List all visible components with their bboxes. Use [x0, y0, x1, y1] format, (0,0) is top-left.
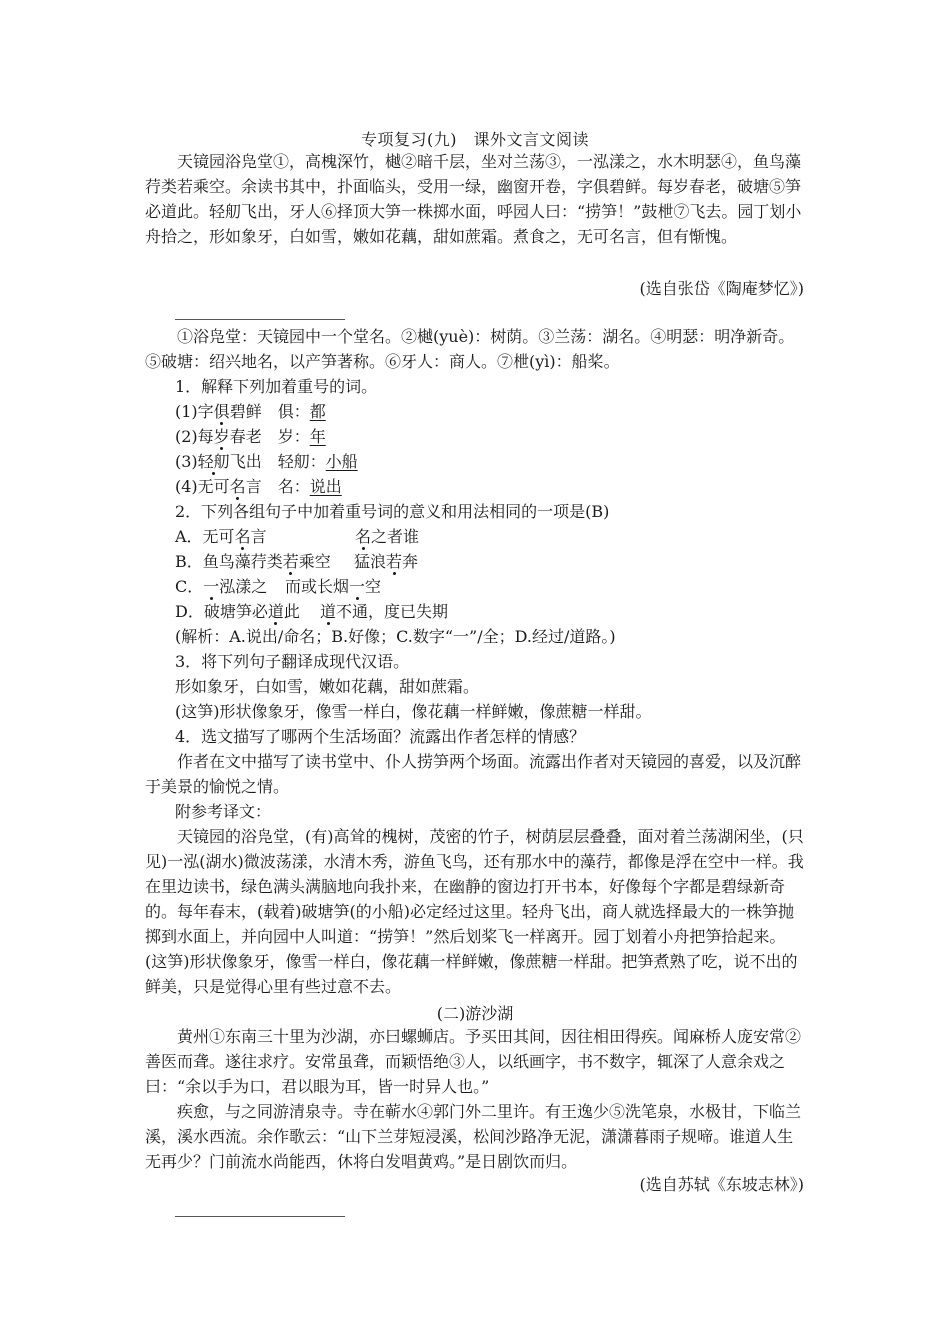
- answer-underlined: 年: [309, 427, 326, 446]
- question-2-option: A．无可名言 名之者谁: [175, 527, 420, 546]
- question-2-option: C．一泓漾之 而或长烟一空: [175, 577, 382, 596]
- emphasis-word: 俱: [213, 402, 230, 421]
- question-2-option: B．鱼鸟藻荇类若乘空 猛浪若奔: [175, 552, 419, 571]
- question-1-item: (3)轻舠飞出 轻舠：小船: [175, 452, 358, 471]
- question-1-item: (4)无可名言 名：说出: [175, 477, 342, 496]
- passage-2-para-2: 疾愈，与之同游清泉寺。寺在蕲水④郭门外二里许。有王逸少⑤洗笔泉，水极甘，下临兰溪，溪水西流。余作歌云：“山下兰芽短浸溪，松间沙路净无泥，潇潇暮雨子规啼。谁道人生无再少？门前流水尚能西，休将白发唱黄鸡。”是日剧饮而归。: [145, 1102, 802, 1171]
- question-3-sentence: 形如象牙，白如雪，嫩如花藕，甜如蔗霜。: [175, 677, 480, 696]
- question-3-answer: (这笋)形状像象牙，像雪一样白，像花藕一样鲜嫩，像蔗糖一样甜。: [175, 702, 652, 721]
- answer-underlined: 小船: [325, 452, 358, 471]
- question-1-stem: 1．解释下列加着重号的词。: [175, 377, 378, 396]
- passage-1: 天镜园浴凫堂①，高槐深竹，樾②暗千层，坐对兰荡③，一泓漾之，水木明瑟④，鱼鸟藻荇类若乘空。余读书其中，扑面临头，受用一绿，幽窗开卷，字俱碧鲜。每岁春老，破塘⑤笋必道此。轻舠飞出，牙人⑥择顶大笋一株掷水面，呼园人曰：“捞笋！”鼓枻⑦飞去。园丁划小舟拾之，形如象牙，白如雪，嫩如花藕，甜如蔗霜。煮食之，无可名言，但有惭愧。: [145, 152, 802, 246]
- question-2-stem: 2．下列各组句子中加着重号词的意义和用法相同的一项是(B): [175, 502, 610, 521]
- question-2-analysis: (解析：A.说出/命名；B.好像；C.数字“一”/全；D.经过/道路。): [175, 627, 616, 646]
- answer-underlined: 都: [309, 402, 326, 421]
- passage-2-source: (选自苏轼《东坡志林》): [639, 1175, 804, 1194]
- emphasis-word: 轻舠: [197, 452, 230, 471]
- question-1-item: (1)字俱碧鲜 俱：都: [175, 402, 326, 421]
- question-2-option: D．破塘笋必道此 道不通，度已失期: [175, 602, 449, 621]
- question-4-answer: 作者在文中描写了读书堂中、仆人捞笋两个场面。流露出作者对天镜园的喜爱，以及沉醉于美景的愉悦之情。: [145, 752, 802, 796]
- translation-label: 附参考译文：: [175, 802, 272, 821]
- translation-text: 天镜园的浴凫堂，(有)高耸的槐树，茂密的竹子，树荫层层叠叠，面对着兰荡湖闲坐，(只见)一泓(湖水)微波荡漾，水清木秀，游鱼飞鸟，还有那水中的藻荇，都像是浮在空中一样。我在里边读书，绿色满头满脑地向我扑来，在幽静的窗边打开书本，好像每个字都是碧绿新奇的。每年春末，(载着)破塘笋(的小船)必定经过这里。轻舟飞出，商人就选择最大的一株笋抛掷到水面上，并向园中人叫道：“捞笋！”然后划桨飞一样离开。园丁划着小舟把笋拾起来。(这笋)形状像象牙，像雪一样白，像花藕一样鲜嫩，像蔗糖一样甜。把笋煮熟了吃，说不出的鲜美，只是觉得心里有些过意不去。: [145, 827, 804, 996]
- footnotes-1: ①浴凫堂：天镜园中一个堂名。②樾(yuè)：树荫。③兰荡：湖名。④明瑟：明净新奇。⑤破塘：绍兴地名，以产笋著称。⑥牙人：商人。⑦枻(yì)：船桨。: [145, 327, 795, 371]
- page-title: 专项复习(九) 课外文言文阅读: [361, 130, 589, 149]
- passage-2-para-1: 黄州①东南三十里为沙湖，亦曰螺蛳店。予买田其间，因往相田得疾。闻麻桥人庞安常②善医而聋。遂往求疗。安常虽聋，而颖悟绝③人，以纸画字，书不数字，辄深了人意余戏之曰：“余以手为口，君以眼为耳，皆一时异人也。”: [145, 1027, 802, 1096]
- footnote-divider: [175, 319, 345, 320]
- passage-1-source: (选自张岱《陶庵梦忆》): [639, 279, 804, 298]
- footnote-divider-2: [175, 1216, 345, 1217]
- question-4-stem: 4．选文描写了哪两个生活场面？流露出作者怎样的情感？: [175, 727, 586, 746]
- section-2-title: (二)游沙湖: [436, 1004, 514, 1023]
- emphasis-word: 岁: [213, 427, 230, 446]
- question-3-stem: 3．将下列句子翻译成现代汉语。: [175, 652, 410, 671]
- emphasis-word: 名: [229, 477, 246, 496]
- answer-underlined: 说出: [309, 477, 342, 496]
- question-1-item: (2)每岁春老 岁：年: [175, 427, 326, 446]
